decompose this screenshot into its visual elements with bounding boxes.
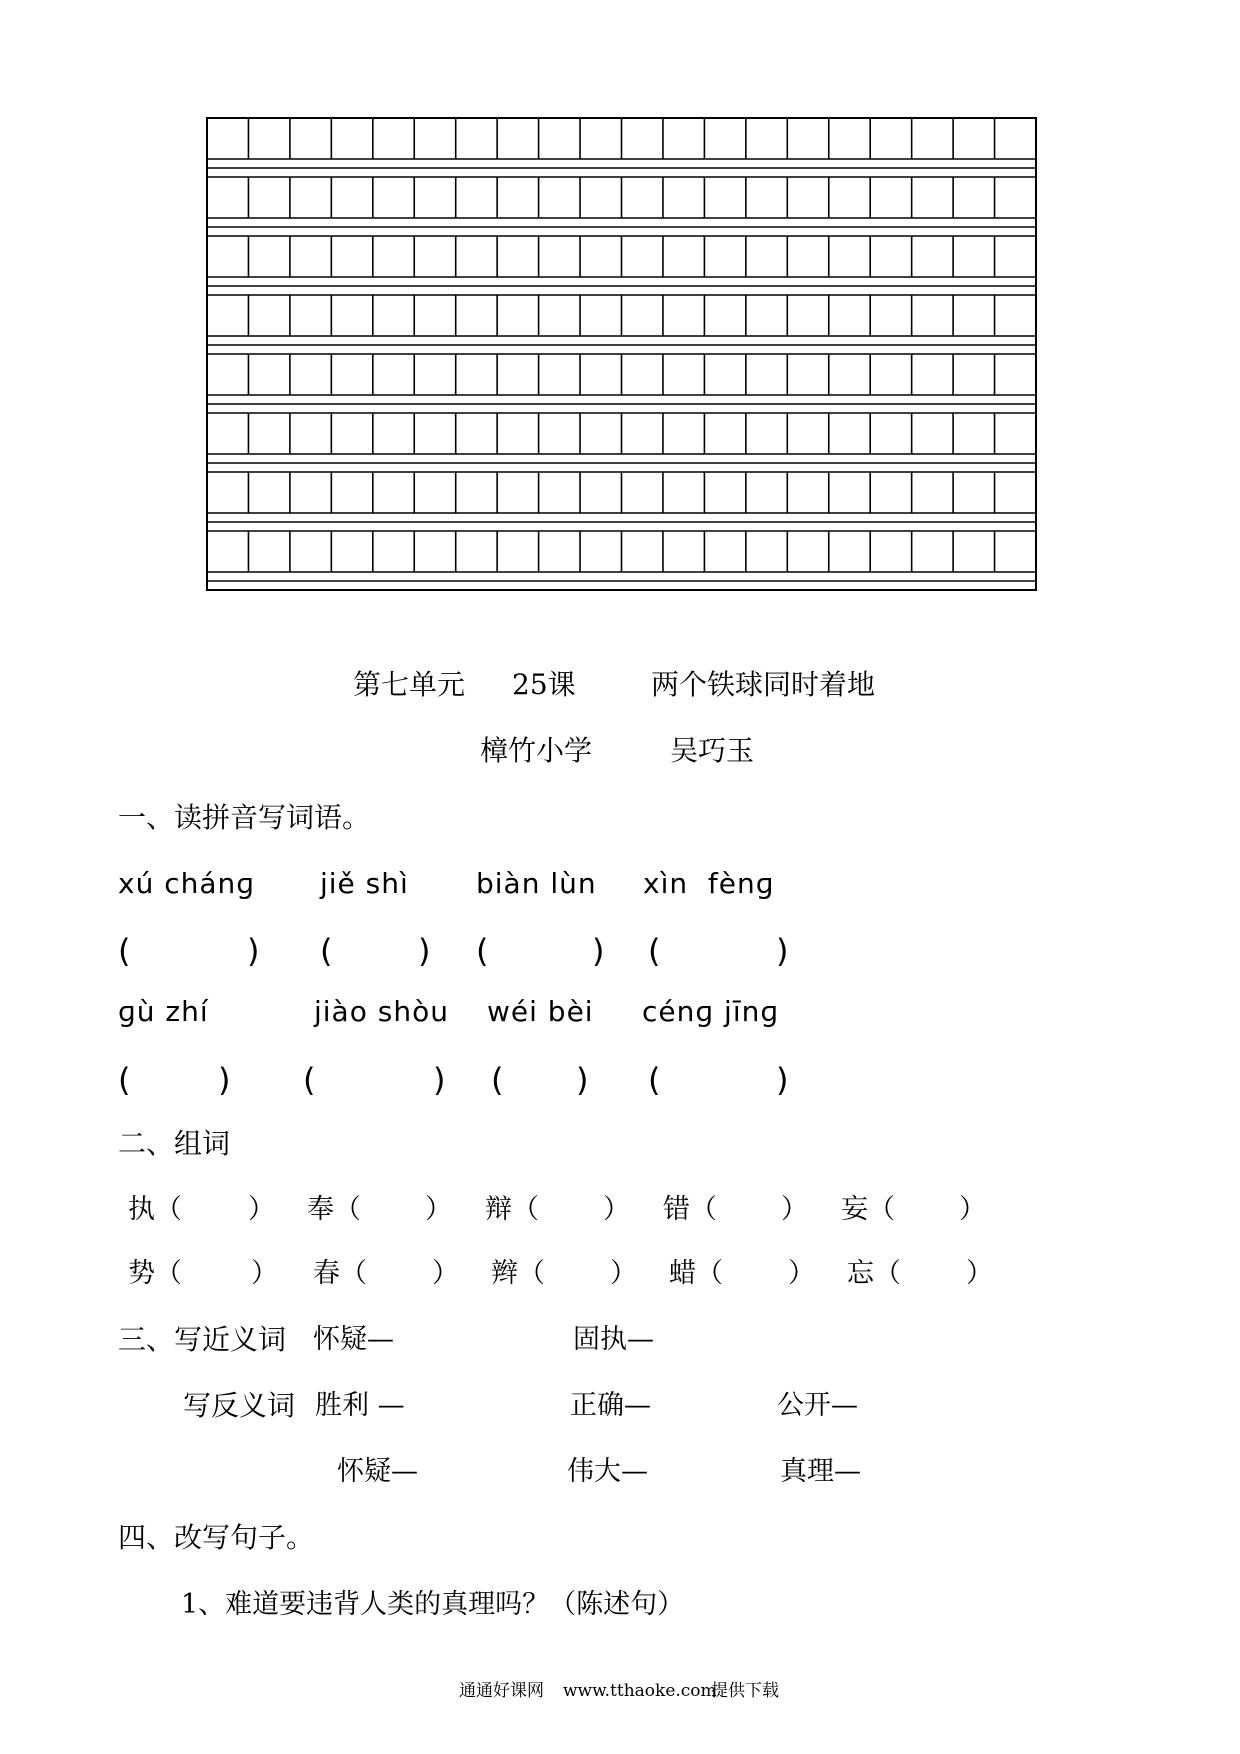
word-group-close: ） <box>610 1258 637 1289</box>
word-group-close: ） <box>425 1194 452 1225</box>
pinyin-item: cénɡ jīnɡ <box>642 995 780 1028</box>
answer-paren-close: ) <box>776 1061 789 1099</box>
antonym-item: 真理— <box>780 1456 861 1487</box>
word-group-item: 春（ <box>313 1258 367 1289</box>
antonym-item: 怀疑— <box>337 1456 418 1487</box>
answer-paren-open: ( <box>491 1061 504 1099</box>
word-group-close: ） <box>248 1194 275 1225</box>
unit-label: 第七单元 <box>353 668 466 701</box>
section3-heading: 三、写近义词 <box>118 1323 287 1356</box>
answer-paren-close: ) <box>433 1061 446 1099</box>
word-group-close: ） <box>966 1258 993 1289</box>
answer-paren-open: ( <box>648 1061 661 1099</box>
word-group-close: ） <box>603 1194 630 1225</box>
answer-paren-open: ( <box>320 932 333 970</box>
synonym-item: 固执— <box>573 1324 654 1355</box>
word-group-item: 势（ <box>128 1258 182 1289</box>
word-group-close: ） <box>432 1258 459 1289</box>
rewrite-item: 1、难道要违背人类的真理吗？（陈述句） <box>181 1589 685 1620</box>
footer-suffix: 提供下载 <box>711 1681 779 1701</box>
word-group-item: 奉（ <box>307 1194 361 1225</box>
answer-paren-close: ) <box>576 1061 589 1099</box>
pinyin-item: ɡù zhí <box>118 995 209 1028</box>
school-name: 樟竹小学 <box>480 734 593 767</box>
word-group-item: 蜡（ <box>669 1258 723 1289</box>
word-group-close: ） <box>788 1258 815 1289</box>
lesson-number: 25课 <box>512 668 576 701</box>
word-group-close: ） <box>251 1258 278 1289</box>
answer-paren-open: ( <box>118 1061 131 1099</box>
antonym-item: 公开— <box>777 1390 858 1421</box>
antonym-item: 胜利 — <box>315 1390 405 1421</box>
answer-paren-open: ( <box>303 1061 316 1099</box>
author-name: 吴巧玉 <box>670 734 755 767</box>
pinyin-item: xú chánɡ <box>118 867 256 900</box>
section2-heading: 二、组词 <box>118 1127 231 1160</box>
word-group-close: ） <box>959 1194 986 1225</box>
answer-paren-open: ( <box>118 932 131 970</box>
word-group-close: ） <box>781 1194 808 1225</box>
word-group-item: 妄（ <box>841 1194 895 1225</box>
answer-paren-close: ) <box>418 932 431 970</box>
section4-heading: 四、改写句子。 <box>118 1521 315 1554</box>
answer-paren-open: ( <box>648 932 661 970</box>
pinyin-item: xìn fènɡ <box>643 867 775 900</box>
pinyin-item: jiào shòu <box>314 995 449 1028</box>
answer-paren-close: ) <box>592 932 605 970</box>
synonym-item: 怀疑— <box>313 1324 394 1355</box>
footer-url[interactable]: www.tthaoke.com <box>563 1681 717 1701</box>
answer-paren-close: ) <box>218 1061 231 1099</box>
lesson-title: 两个铁球同时着地 <box>651 668 876 701</box>
answer-paren-close: ) <box>247 932 260 970</box>
antonym-item: 正确— <box>570 1390 651 1421</box>
answer-paren-open: ( <box>476 932 489 970</box>
word-group-item: 辩（ <box>485 1194 539 1225</box>
word-group-item: 执（ <box>128 1194 182 1225</box>
footer-site-name: 通通好课网 <box>459 1681 544 1701</box>
word-group-item: 辫（ <box>491 1258 545 1289</box>
word-group-item: 忘（ <box>847 1258 901 1289</box>
antonym-label: 写反义词 <box>183 1389 296 1422</box>
writing-grid <box>0 0 1240 620</box>
section1-heading: 一、读拼音写词语。 <box>118 801 371 834</box>
pinyin-item: jiě shì <box>320 867 409 900</box>
pinyin-item: biàn lùn <box>476 867 597 900</box>
antonym-item: 伟大— <box>567 1456 648 1487</box>
word-group-item: 错（ <box>663 1194 717 1225</box>
pinyin-item: wéi bèi <box>487 995 594 1028</box>
answer-paren-close: ) <box>776 932 789 970</box>
